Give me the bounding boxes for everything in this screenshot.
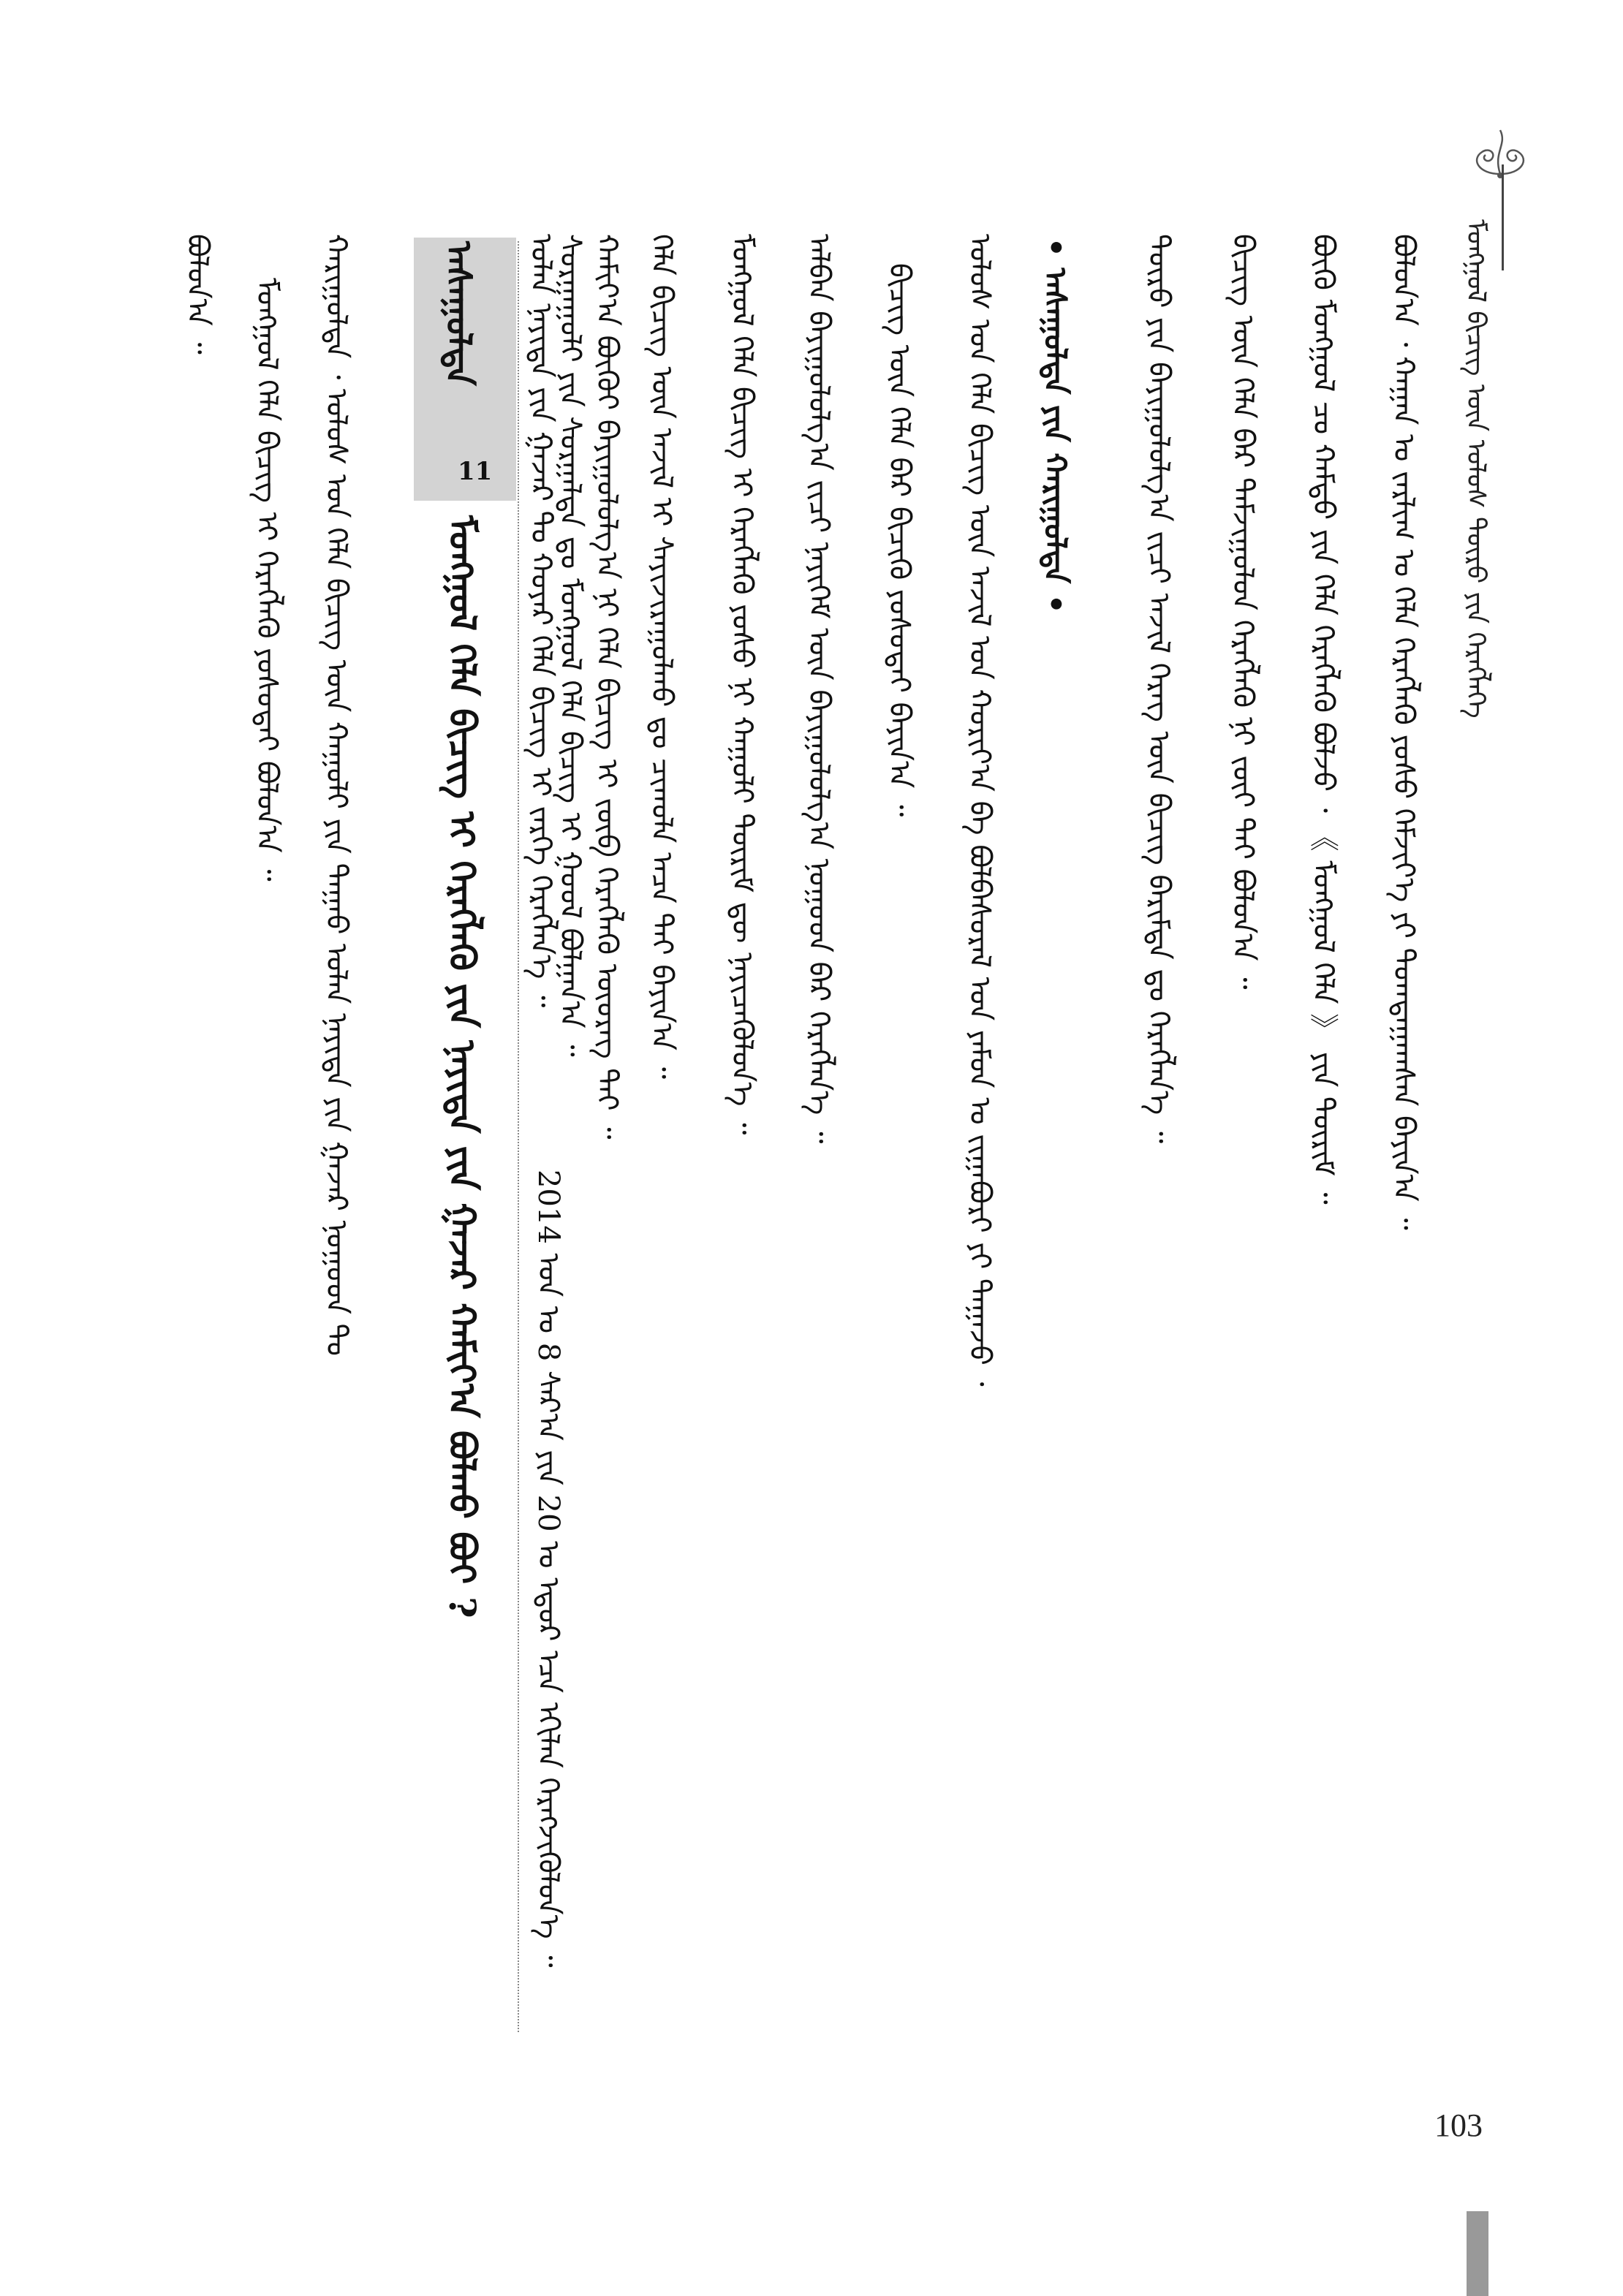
intro-line-4: ᠲᠥᠷᠥ ᠶᠢᠨ ᠪᠠᠶᠢᠭᠤᠯᠤᠯᠭ᠎ᠠ ᠵᠢᠴᠢ ᠠᠵᠢᠯ ᠬᠡᠷᠡᠭ ᠦᠨ ᠪᠢᠴᠢᠭ ᠪᠠᠷᠢᠮᠲᠠ ᠳᠤ ᠬᠡᠷᠡᠭᠯᠡᠨ᠎ᠡ ᠃ [1142,234,1176,1144]
running-head: ᠮᠣᠩᠭᠣᠯ ᠪᠢᠴᠢᠭ ᠦᠨ ᠤᠯᠤᠰ ᠲᠥᠷᠥ ᠶᠢᠨ ᠬᠡᠷᠡᠭᠯᠡᠭᠡ [1461,219,1491,719]
question-label: ᠠᠰᠠᠭᠤᠯᠲᠠ [438,241,479,386]
dotted-separator [518,241,519,2032]
question-title: ᠮᠣᠩᠭᠣᠯ ᠬᠡᠯᠡ ᠪᠢᠴᠢᠭ ᠢ ᠬᠡᠷᠡᠭᠯᠡᠬᠦ ᠶᠢᠨ ᠨᠡᠶᠢᠲᠡ ᠶᠢᠨ ᠭᠠᠵᠠᠷ ᠬᠠᠮᠢᠶ᠎ᠠ ᠪᠣᠯᠬᠤ ᠪᠤᠢ ? [441,515,484,1618]
body-line-6: ᠬᠠᠮᠢᠶ᠎ᠠ ᠪᠦᠬᠦᠢ ᠪᠠᠶᠢᠭᠤᠯᠤᠯᠭ᠎ᠠ ᠨᠢ ᠬᠡᠯᠡ ᠪᠢᠴᠢᠭ ᠢ ᠵᠥᠪ ᠬᠡᠷᠡᠭᠯᠡᠬᠦ ᠦᠦᠷᠡᠭ ᠲᠡᠢ ᠃ [590,234,624,1140]
scroll-ornament-icon [1464,123,1537,189]
body-line-9: 2014 ᠣᠨ ᠤ 8 ᠰᠠᠷ᠎ᠠ ᠶᠢᠨ 20 ᠤ ᠡᠳᠦᠷ ᠡᠴᠡ ᠡᠬᠢᠯᠡᠨ ᠬᠡᠷᠡᠭᠵᠢᠭᠦᠯᠦᠨ᠎ᠡ ᠃ [531,1170,565,1968]
body-line-1: ᠤᠯᠤᠰ ᠤᠨ ᠬᠡᠯᠡ ᠪᠢᠴᠢᠭ ᠦᠨ ᠠᠵᠢᠯ ᠤᠨ ᠬᠣᠷᠢᠶ᠎ᠠ ᠪᠠ ᠪᠣᠯᠪᠠᠰᠤᠷᠠᠯ ᠤᠨ ᠶᠠᠮᠤᠨ ᠤ ᠵᠢᠭᠠᠪᠤᠷᠢ ᠶᠢ ᠳᠠᠭᠠᠵᠤ ᠂ [963,234,996,1387]
intro-line-1: ᠪᠣᠯᠤᠨ᠎ᠠ ᠂ ᠬᠠᠭᠠᠨ ᠤ ᠵᠠᠷᠯᠢᠭ ᠤ ᠬᠡᠯᠡ ᠬᠡᠷᠡᠭᠯᠡᠬᠦ ᠶᠣᠰᠤ ᠬᠡᠮᠵᠢᠶ᠎ᠡ ᠶᠢ ᠲᠣᠭᠲᠠᠭᠠᠭᠰᠠᠨ ᠪᠠᠶᠢᠨ᠎ᠠ ᠃ [1387,234,1420,1230]
section-heading: • ᠠᠰᠠᠭᠤᠯᠲᠠ ᠶᠢᠨ ᠬᠠᠷᠢᠭᠤᠯᠲᠠ • [1037,238,1073,614]
body-line-5: ᠬᠡᠯᠡ ᠪᠢᠴᠢᠭ ᠦᠨ ᠠᠵᠢᠯ ᠢ ᠰᠠᠶᠢᠵᠢᠷᠠᠭᠤᠯᠬᠤ ᠳᠤ ᠴᠢᠬᠤᠯᠠ ᠠᠴᠠ ᠲᠠᠢ ᠪᠠᠶᠢᠨ᠎ᠠ ᠃ [645,234,678,1080]
answer-line-3: ᠪᠣᠯᠤᠨ᠎ᠠ ᠃ [181,234,214,355]
body-line-8: ᠣᠯᠠᠨ ᠨᠡᠶᠢᠲᠡ ᠶᠢᠨ ᠭᠠᠵᠠᠷ ᠲᠤ ᠬᠣᠶᠠᠷ ᠬᠡᠯᠡ ᠪᠢᠴᠢᠭ ᠢ ᠵᠡᠷᠭᠡ ᠬᠡᠷᠡᠭᠯᠡᠨ᠎ᠡ ᠃ [524,234,558,1008]
intro-line-3: ᠪᠢᠴᠢᠭ ᠦᠨ ᠬᠡᠯᠡ ᠪᠡᠷ ᠳᠠᠮᠵᠢᠭᠤᠯᠤᠨ ᠬᠡᠷᠡᠭᠯᠡᠬᠦ ᠨᠢ ᠵᠦᠢ ᠲᠠᠢ ᠪᠣᠯᠤᠨ᠎ᠠ ᠃ [1226,234,1260,990]
page-number: 103 [1434,2107,1483,2143]
body-line-2: ᠪᠢᠴᠢᠭ ᠦᠨ ᠬᠡᠯᠡ ᠪᠡᠷ ᠪᠢᠴᠢᠬᠦ ᠶᠣᠰᠤᠲᠠᠢ ᠪᠠᠶᠢᠨ᠎ᠠ ᠃ [882,263,916,817]
body-line-7: ᠰᠤᠷᠭᠠᠭᠤᠯᠢ ᠶᠢᠨ ᠰᠤᠷᠭᠠᠯᠲᠠ ᠳᠤ ᠮᠣᠩᠭᠣᠯ ᠬᠡᠯᠡ ᠪᠢᠴᠢᠭ ᠢ ᠭᠣᠣᠯ ᠪᠣᠯᠭᠠᠨ᠎ᠠ ᠃ [553,234,587,1057]
answer-line-1: ᠬᠠᠷᠢᠭᠤᠯᠲᠠ ᠂ ᠤᠯᠤᠰ ᠤᠨ ᠬᠡᠯᠡ ᠪᠢᠴᠢᠭ ᠦᠨ ᠬᠠᠭᠤᠯᠢ ᠶᠢᠨ ᠳᠠᠭᠠᠤ ᠣᠯᠠᠨ ᠨᠡᠶᠢᠲᠡ ᠶᠢᠨ ᠭᠠᠵᠠᠷ ᠨᠤᠭᠤᠳ ᠲᠤ [319,234,353,1357]
body-line-3: ᠠᠯᠪᠠᠨ ᠪᠠᠶᠢᠭᠤᠯᠤᠯᠭ᠎ᠠ ᠵᠢᠴᠢ ᠨᠡᠶᠢᠭᠡᠮ ᠦᠨ ᠪᠠᠶᠢᠭᠤᠯᠤᠯᠭ᠎ᠠ ᠨᠤᠭᠤᠳ ᠪᠠᠷ ᠬᠡᠷᠡᠭᠯᠡᠨ᠎ᠡ ᠃ [802,234,836,1144]
body-line-4: ᠮᠣᠩᠭᠣᠯ ᠬᠡᠯᠡ ᠪᠢᠴᠢᠭ ᠢ ᠬᠡᠷᠡᠭᠯᠡᠬᠦ ᠶᠣᠰᠤ ᠨᠢ ᠬᠠᠭᠤᠯᠢ ᠳᠦᠷᠢᠮ ᠳᠦ ᠨᠡᠶᠢᠴᠡᠭᠦᠯᠦᠨ᠎ᠡ ᠃ [725,234,759,1135]
answer-line-2: ᠮᠣᠩᠭᠣᠯ ᠬᠡᠯᠡ ᠪᠢᠴᠢᠭ ᠢ ᠬᠡᠷᠡᠭᠯᠡᠬᠦ ᠶᠣᠰᠤᠲᠠᠢ ᠪᠣᠯᠤᠨ᠎ᠠ ᠃ [250,278,284,882]
header-rule [1502,164,1504,270]
intro-line-2: ᠪᠦᠬᠦ ᠮᠣᠩᠭᠣᠯ ᠴᠤ ᠬᠠᠮᠲᠤ ᠶᠢᠨ ᠬᠡᠯᠡ ᠬᠡᠷᠡᠭᠯᠡᠬᠦ ᠪᠣᠯᠵᠤ ᠂ 《 ᠮᠣᠩᠭᠣᠯ ᠬᠡᠯᠡ 》 ᠶᠢᠨ ᠳᠦᠷᠢᠮ ᠃ [1306,234,1340,1205]
page-edge-tab [1467,2211,1488,2296]
question-number: 11 [458,457,493,486]
